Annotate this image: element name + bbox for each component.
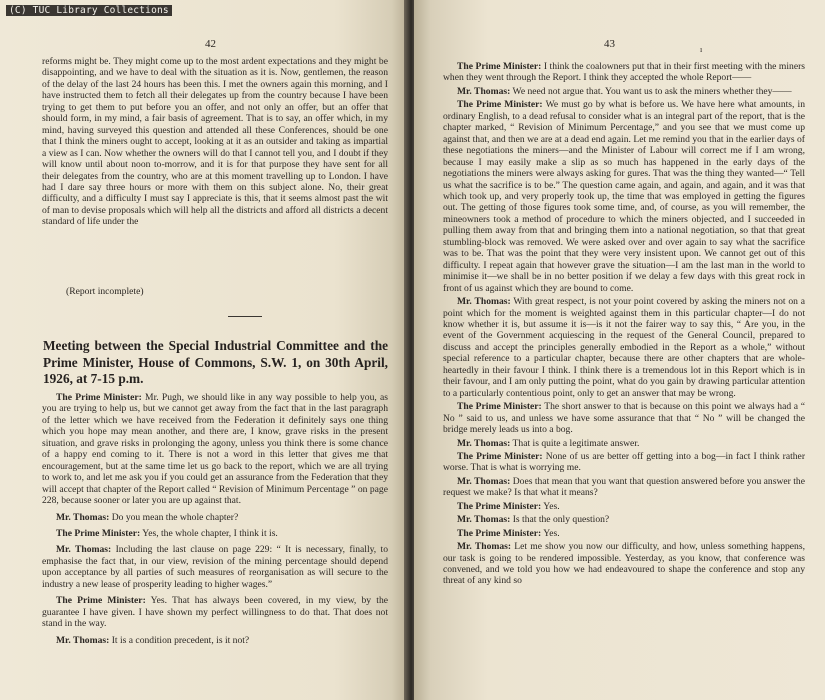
speech: Mr. Pugh, we should like in any way possible to help you, as you are trying to help us, but we cannot get away from the fact that in the last paragraph of the letter which we have received from the Federation it definitely says one thing which you hope may mean another, and there are, I know, grave risks in the present situation, and grave risks in prolonging the agony, unless you think there is some chance of a happy end coming to it. There is not a word in this letter that gives me that encouragement, but at the same time let us go back to the report, which we are all trying to work to, and let me ask you if you could get an assurance from the Federation that they will accept that chapter of the Report called “ Revision of Minimum Percentage ” on page 228, because sooner or later you are up against that. [42,392,388,507]
right-dialogue [443,61,805,587]
speech: Is that the only question? [512,514,610,526]
speech: With great respect, is not your point covered by asking the miners not on a point which for the moment is weighted against them in this particular chapter—I do not know whether it is, but assume it is—is it not the fairer way to say this, “ Are you, in the event of the Government acquiescing in the request of the General Council, prepared to discuss and accept the principles generally embodied in the Report as a whole,” without special reference to a particular chapter, because there are other chapters that are whole-heartedly in their favour I think. I think there is a tremendous lot in this Report which is in their favour, and I am only putting the point, what do you gain by drawing particular attention to a particularly contentious point, only to get an answer that may be wrong. [443,296,806,399]
page-number-left: 42 [205,38,216,50]
speaker: The Prime Minister: [56,595,146,607]
speaker: The Prime Minister: [457,99,543,111]
dialogue-paragraph [443,476,805,499]
speech: Does that mean that you want that question answered before you answer the request we make? Is that what it means? [443,475,805,499]
speech: I think the coalowners put that in their first meeting with the miners when they went through the Report. I think they accepted the whole Report—— [443,61,806,84]
speaker: The Prime Minister: [457,527,542,539]
dialogue-paragraph [42,528,388,539]
left-page [0,0,408,700]
speech: The short answer to that is because on this point we always had a “ No ” said to us, and unless we have some assurance that that “ No ” will be changed the bridge merely leads us into a bog. [443,401,805,436]
speaker: Mr. Thomas: [457,296,511,308]
speaker: The Prime Minister: [56,527,141,539]
speech: Yes. [543,527,560,539]
speech: We must go by what is before us. We have here what amounts, in ordinary English, to a dead refusal to consider what is an integral part of the report, that is the chapter marked, “ Revision of Minimum Percentage,” and you see that we must come up against that, and then we are at a dead end again. Let me remind you that in the earlier days of these negotiations the miners—and the Minister of Labour will correct me if I am wrong, because I may easily make a slip as so much has happened in the early days of the negotiations the miners were always asking for gures. That was the thing they wanted—“ Tell us what the sacrifice is to be.” The question came again, and again, and again, and it was that which took up, and very properly took up, the time that was employed in getting the figures out. The getting of those figures took some time, and, of course, as you will remember, the mineowners took a method of procedure to which the miners objected, and I succeeded in pulling them away from that and bringing them into a national negotiation, so that that great stumbling-block was removed. We were asked over and over again to say what the sacrifice was to be. That was the point that they were very insistent upon. We cannot get out of this difficulty. I repeat again that however grave the situation—I am the last man in the world to minimise it—we shall be in no better position if we delay a few days with this great rock in front of us against which they are bound to come. [443,99,805,294]
speech: Yes. That has always been covered, in my view, by the guarantee I have given. I have shown my perfect willingness to do that. That does not stand in the way. [42,595,389,630]
meeting-heading: Meeting between the Special Industrial Committee and the Prime Minister, House of Commons, S.W. 1, on 30th April, 1926, at 7-15 p.m. [43,338,388,387]
speaker: Mr. Thomas: [457,541,512,553]
speech: Including the last clause on page 229: “ It is necessary, finally, to emphasise the fact that, in our view, revision of the mining percentage should depend upon acceptance by all parties of such measures of reorganisation as will secure to the industry a new lease of prosperity leading to higher wages.” [42,544,389,590]
speaker: Mr. Thomas: [457,514,511,526]
dialogue-paragraph [443,86,805,97]
right-page [414,0,825,700]
dialogue-paragraph [42,635,388,646]
dialogue-paragraph [443,99,805,294]
speech: We need not argue that. You want us to ask the miners whether they—— [512,85,792,97]
dialogue-paragraph [42,595,388,629]
speaker: Mr. Thomas: [457,437,511,449]
speaker: Mr. Thomas: [56,544,112,556]
dialogue-paragraph [443,401,805,435]
speech: None of us are better off getting into a bog—in fact I think rather worse. That is what is worrying me. [443,450,806,474]
speaker: Mr. Thomas: [56,634,110,646]
dialogue-paragraph [443,514,805,525]
dialogue-paragraph [443,528,805,539]
speaker: The Prime Minister: [457,500,542,512]
speech: Yes. [543,500,560,512]
speaker: Mr. Thomas: [457,85,511,97]
speech: That is quite a legitimate answer. [512,437,640,449]
left-dialogue [42,392,388,646]
speaker: Mr. Thomas: [56,511,110,523]
watermark: (C) TUC Library Collections [6,5,172,16]
speech: Let me show you now our difficulty, and how, unless something happens, our task is going to be rendered impossible. Yesterday, as you know, that conference was convened, and we told you how we had endeavoured to shape the conference and stop any threat of any kind so [443,541,805,587]
page-mark: ı [700,45,703,54]
continuation-paragraph: reforms might be. They might come up to the most ardent expectations and they might be disappointing, and we have to deal with the situation as it is. Now, gentlemen, the reason of the delay of the last 24 hours has been this. I met the owners again this morning, and I have instructed them to fetch all their delegates up from the country because I have been trying to get them to put before you an offer, and not only an offer, but an offer that should form, in my mind, a fair basis of agreement. That is to say, an offer which, in my mind, having surveyed this question and attended all these Conferences, should be one that I think the miners ought to accept, looking at it as an outsider and taking as impartial a view as I can. Now whether the owners will do that I cannot tell you, and I doubt if they will know until about noon to-morrow, and it is for that purpose they have sent for all their delegates from the country, who are at this moment travelling up to London. I have had I dare say three hours or more with them on this subject alone. No, their great difficulty, and a difficulty I must say I appreciate is this, that it seems almost past the wit of man to devise proposals which will help all the districts and afford all districts a decent standard of life under the [42,56,388,228]
dialogue-paragraph [443,541,805,587]
page-number-right: 43 [604,38,615,50]
dialogue-paragraph [42,392,388,507]
dialogue-paragraph [443,501,805,512]
speech: Do you mean the whole chapter? [111,511,239,523]
section-divider [228,316,262,317]
speaker: The Prime Minister: [457,61,542,72]
speaker: The Prime Minister: [56,392,142,403]
dialogue-paragraph [443,451,805,474]
left-continuation-text [42,56,388,228]
speaker: Mr. Thomas: [457,475,511,487]
dialogue-paragraph [443,296,805,399]
speaker: The Prime Minister: [457,401,542,413]
dialogue-paragraph [42,544,388,590]
speaker: The Prime Minister: [457,450,543,462]
dialogue-paragraph [443,61,805,84]
dialogue-paragraph [443,438,805,449]
report-incomplete-note: (Report incomplete) [66,286,144,297]
speech: Yes, the whole chapter, I think it is. [142,527,278,539]
speech: It is a condition precedent, is it not? [111,634,250,646]
dialogue-paragraph [42,512,388,523]
